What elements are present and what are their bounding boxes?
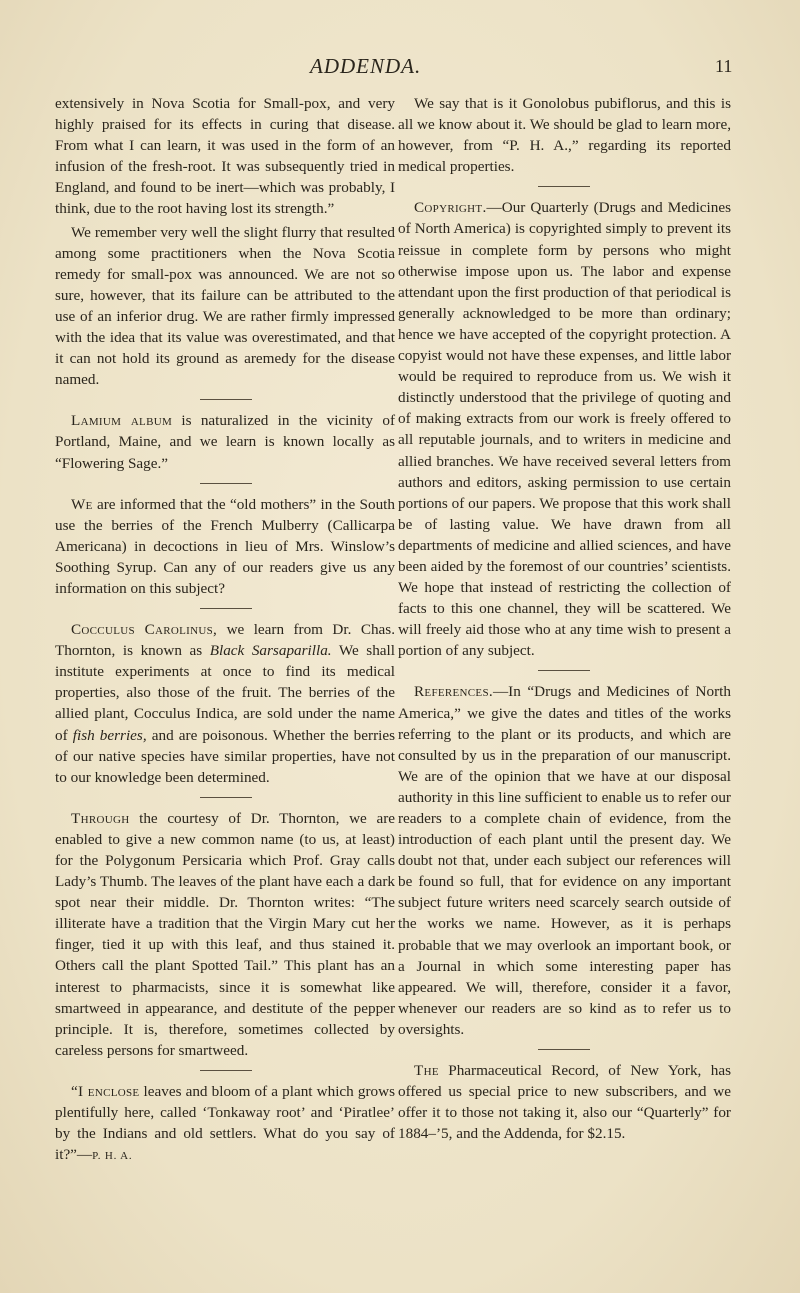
lead-the: The: [414, 1062, 439, 1080]
paragraph-copyright: Copyright.—Our Quarterly (Drugs and Medicines of North America) is copyrighted simply to prevent its reissue in complete form by persons who might otherwise impose upon us. The labor and expense attendant upon the first production of that periodical is generally acknowledged to be more than ordinary; hence we have accepted of the copyright protection. A copyist would not have these expenses, and little labor would be required to reproduce from us. We wish it distinctly understood that the privilege of quoting and of making extracts from our work is freely offered to all reputable journals, and to writers in medicine and allied branches. We have received several letters from authors and editors, asking permission to use certain portions of our papers. We propose that this work shall be of lasting value. We have drawn from all departments of medicine and allied sciences, and have been aided by the foremost of our countries’ scientists. We hope that instead of restricting the collection of facts to this one channel, they will be scattered. We will freely aid those who at any time wish to present a portion of any subject.: [398, 199, 731, 660]
paragraph-pharmaceutical-record: The Pharmaceutical Record, of New York, has offered us special price to new subscribers, and we offer it to those not taking it, also our “Quarterly” for 1884–’5, and the Addenda, for $2.15.: [398, 1062, 731, 1143]
paragraph-gonolobus: We say that is it Gonolobus pubiflorus, and this is all we know about it. We should be glad to learn more, however, from “P. H. A.,” regarding its reported medical properties.: [398, 95, 731, 176]
paragraph-cocculus: Cocculus Carolinus, we learn from Dr. Chas. Thornton, is known as Black Sarsaparilla. We shall institute experiments at once to find its medical properties, also those of the fruit. The berries of the allied plant, Cocculus Indica, are sold under the name of fish berries, and are poisonous. Whether the berries of our native species have similar properties, have not to our knowledge been determined.: [55, 621, 395, 786]
paragraph-callicarpa: We are informed that the “old mothers” in the South use the berries of the French Mulberry (Callicarpa Americana) in decoctions in lieu of Mrs. Winslow’s Soothing Syrup. Can any of our readers give us any information on this subject?: [55, 495, 395, 597]
section-divider: [200, 797, 252, 798]
lead-we: We: [71, 495, 93, 513]
section-divider: [200, 1070, 252, 1071]
lead-through: Through: [71, 809, 130, 827]
paragraph-references: References.—In “Drugs and Medicines of North America,” we give the dates and titles of the works referring to the plant or its products, and which are consulted by us in the preparation of our manuscript. We are of the opinion that we have at our disposal authority in this line sufficient to enable us to refer our readers to a complete chain of evidence, from the introduction of each plant until the present day. We doubt not that, under each subject our references will be found so full, that for evidence on any important subject future writers need scarcely search outside of the works we name. However, as it is perhaps probable that we may overlook an important book, or a Journal in which some interesting paper has appeared. We will, therefore, consider it a favor, whenever our readers are so kind as to refer us to oversights.: [398, 683, 731, 1038]
section-divider: [538, 1049, 590, 1050]
lead-references: References.: [414, 683, 493, 701]
section-divider: [538, 186, 590, 187]
paragraph-small-pox-comment: We remember very well the slight flurry that resulted among some practitioners when the Nova Scotia remedy for small-pox was announced. We are not so sure, however, that its failure can be attributed to the use of an inferior drug. We are rather firmly impressed with the idea that its value was overestimated, and that it can not hold its ground as aremedy for the disease named.: [55, 223, 395, 389]
section-divider: [200, 399, 252, 400]
section-divider: [538, 670, 590, 671]
paragraph-tonkaway: “I enclose leaves and bloom of a plant which grows plentifully here, called ‘Tonkaway root’ and ‘Piratlee’ by the Indians and old settlers. What do you say of it?”—P. H. A.: [55, 1082, 395, 1164]
signature-pha: P. H. A.: [92, 1150, 133, 1163]
paragraph-polygonum: Through the courtesy of Dr. Thornton, we are enabled to give a new common name (to us, at least) for the Polygonum Persicaria which Prof. Gray calls Lady’s Thumb. The leaves of the plant have each a dark spot near their middle. Dr. Thornton writes: “The illiterate have a tradition that the Virgin Mary cut her finger, tied it up with this leaf, and thus stained it. Others call the plant Spotted Tail.” This plant has an interest to pharmacists, since it is somewhat like smartweed in appearance, and destitute of the pepper principle. It is, therefore, sometimes collected by careless persons for smartweed.: [55, 809, 395, 1059]
lead-cocculus: Cocculus Carolinus,: [71, 621, 218, 639]
page-number: 11: [715, 56, 733, 76]
section-divider: [200, 483, 252, 484]
running-head: [0, 50, 800, 84]
paragraph-lamium: Lamium album is naturalized in the vicinity of Portland, Maine, and we learn is known locally as “Flowering Sage.”: [55, 412, 395, 472]
lead-copyright: Copyright.: [414, 199, 487, 217]
lead-lamium: Lamium album: [71, 412, 173, 430]
right-column: [398, 93, 731, 1146]
left-column: [55, 93, 395, 1169]
paragraph-small-pox-cont: extensively in Nova Scotia for Small-pox, and very highly praised for its effects in curing that disease. From what I can learn, it was used in the form of an infusion of the fresh-root. It was subsequently tried in England, and found to be inert—which was probably, I think, due to the root having lost its strength.”: [55, 95, 395, 218]
running-title: ADDENDA.: [310, 54, 422, 78]
section-divider: [200, 608, 252, 609]
lead-i-enclose: “I enclose: [71, 1082, 140, 1100]
